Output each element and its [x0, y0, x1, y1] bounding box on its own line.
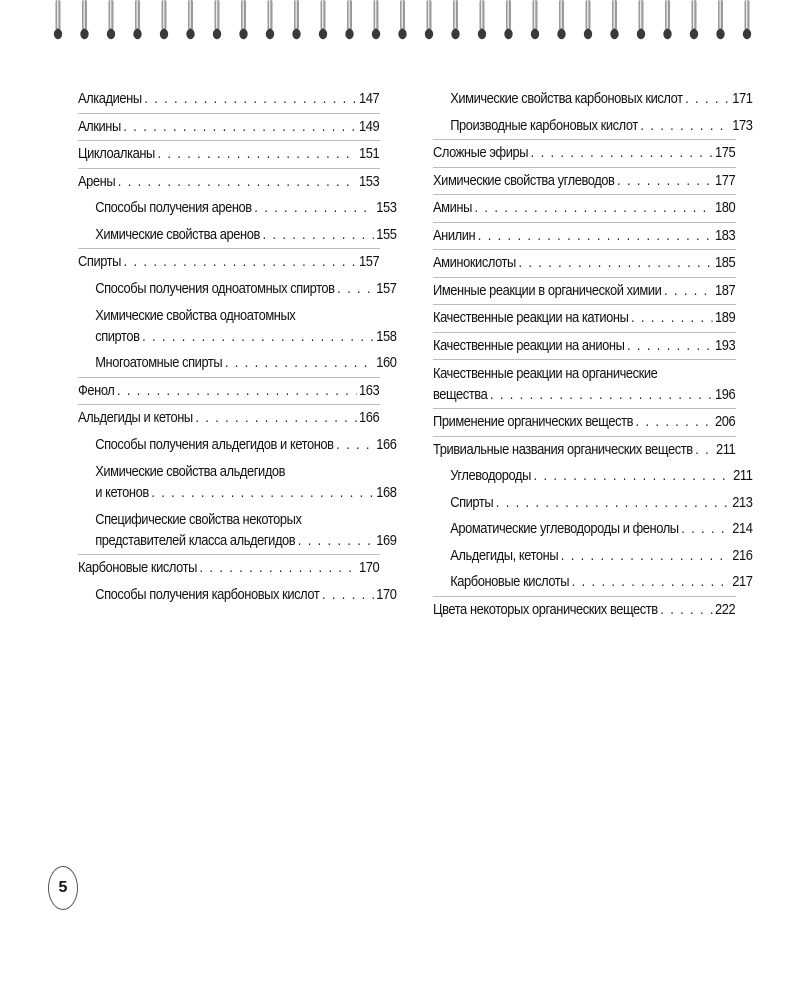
toc-entry[interactable]: [433, 516, 752, 543]
toc-entry-title-cont: представителей класса альдегидов: [95, 532, 296, 549]
toc-entry-page: 157: [359, 253, 380, 270]
toc-entry-title: Именные реакции в органической химии: [433, 281, 662, 299]
toc-entry-title: Цвета некоторых органических веществ: [433, 600, 658, 618]
toc-entry[interactable]: [433, 543, 752, 570]
toc-entry-page: 211: [733, 467, 753, 484]
toc-entry-page: 183: [715, 226, 736, 244]
toc-leader-dots: [496, 490, 730, 517]
toc-entry[interactable]: [78, 506, 396, 530]
spiral-ring-icon: [425, 0, 433, 39]
toc-entry-page: 173: [732, 116, 753, 134]
toc-entry[interactable]: [78, 195, 396, 222]
spiral-ring-icon: [690, 0, 698, 39]
toc-entry-title: Качественные реакции на катионы: [433, 309, 629, 326]
toc-entry-page: 163: [359, 381, 380, 399]
toc-entry-title: Химические свойства карбоновых кислот: [450, 90, 683, 107]
toc-leader-dots: [262, 222, 373, 249]
toc-entry-page: 214: [732, 520, 753, 537]
toc-entry-title-cont: спиртов: [95, 328, 140, 345]
toc-entry-page: 170: [359, 559, 380, 576]
spiral-ring-icon: [160, 0, 168, 39]
spiral-ring-icon: [186, 0, 194, 39]
spiral-ring-icon: [557, 0, 565, 39]
toc-leader-dots: [225, 350, 374, 377]
toc-leader-dots: [322, 582, 374, 609]
toc-leader-dots: [336, 432, 373, 459]
spiral-ring-icon: [478, 0, 486, 39]
spiral-ring-icon: [584, 0, 592, 39]
toc-entry[interactable]: [433, 113, 752, 140]
spiral-ring-icon: [133, 0, 141, 39]
spiral-ring-icon: [292, 0, 300, 39]
toc-entry[interactable]: [78, 432, 396, 459]
toc-leader-dots: [490, 384, 713, 406]
toc-entry-page: 180: [715, 199, 736, 216]
toc-leader-dots: [561, 543, 730, 570]
spiral-binding: [0, 0, 800, 46]
toc-entry[interactable]: [78, 86, 379, 113]
toc-entry[interactable]: [433, 223, 735, 250]
toc-leader-dots: [337, 276, 373, 303]
toc-entry-page: 153: [359, 172, 380, 190]
toc-entry[interactable]: [78, 378, 379, 405]
toc-entry[interactable]: [433, 250, 735, 277]
toc-entry-page: 222: [715, 600, 736, 618]
toc-entry[interactable]: [433, 360, 735, 384]
toc-entry-page: 157: [376, 279, 397, 297]
toc-entry[interactable]: [78, 350, 396, 377]
toc-entry-title: Способы получения альдегидов и кетонов: [95, 435, 334, 453]
toc-entry-page: 175: [715, 144, 736, 161]
toc-entry[interactable]: [433, 278, 735, 305]
toc-leader-dots: [627, 333, 712, 360]
spiral-ring-icon: [213, 0, 221, 39]
toc-entry-title: Арены: [78, 172, 116, 190]
toc-leader-dots: [123, 114, 356, 141]
toc-entry-page: 193: [715, 336, 736, 354]
toc-entry-page: 206: [715, 413, 736, 430]
toc-entry-page: 160: [376, 354, 397, 371]
toc-entry-title: Карбоновые кислоты: [78, 559, 197, 576]
toc-leader-dots: [531, 140, 713, 167]
toc-entry-page: 189: [715, 309, 736, 326]
toc-leader-dots: [200, 555, 357, 582]
toc-entry-page: 217: [732, 573, 753, 590]
toc-entry-title: Циклоалканы: [78, 145, 155, 162]
toc-entry[interactable]: [433, 490, 752, 517]
toc-entry-page: 166: [359, 409, 380, 426]
toc-entry-page: 196: [715, 386, 736, 403]
toc-leader-dots: [640, 113, 729, 140]
toc-entry[interactable]: [433, 437, 735, 464]
toc-entry[interactable]: [433, 305, 735, 332]
toc-entry-title: Алкадиены: [78, 90, 142, 107]
spiral-ring-icon: [80, 0, 88, 39]
toc-leader-dots: [124, 249, 357, 276]
toc-leader-dots: [144, 86, 356, 113]
toc-leader-dots: [636, 409, 713, 436]
toc-entry[interactable]: [78, 276, 396, 303]
spiral-ring-icon: [345, 0, 353, 39]
toc-leader-dots: [518, 250, 712, 277]
toc-leader-dots: [475, 195, 713, 222]
toc-entry-title: Многоатомные спирты: [95, 354, 223, 371]
toc-entry-title: Химические свойства одноатомных: [95, 307, 296, 324]
toc-leader-dots: [664, 278, 712, 305]
toc-entry[interactable]: [433, 333, 735, 360]
toc-entry-continuation[interactable]: [433, 384, 735, 408]
toc-entry[interactable]: [78, 582, 396, 609]
toc-entry-title: Ароматические углеводороды и фенолы: [450, 520, 679, 537]
toc-entry[interactable]: [433, 569, 752, 596]
spiral-ring-icon: [451, 0, 459, 39]
toc-entry-page: 211: [715, 440, 736, 458]
toc-leader-dots: [118, 169, 357, 196]
toc-entry[interactable]: [433, 168, 735, 195]
toc-leader-dots: [157, 141, 356, 168]
toc-leader-dots: [142, 326, 374, 348]
toc-entry-page: 216: [732, 546, 753, 564]
spiral-ring-icon: [663, 0, 671, 39]
toc-entry-title: Способы получения карбоновых кислот: [95, 585, 320, 603]
toc-entry-title: Альдегиды и кетоны: [78, 409, 193, 426]
toc-entry-title: Спирты: [78, 253, 121, 270]
toc-leader-dots: [254, 195, 373, 222]
toc-entry[interactable]: [433, 597, 735, 624]
toc-leader-dots: [117, 378, 356, 405]
toc-leader-dots: [660, 597, 712, 624]
toc-entry[interactable]: [78, 555, 379, 582]
toc-leader-dots: [681, 516, 729, 543]
toc-entry[interactable]: [78, 405, 379, 432]
toc-entry-page: 151: [359, 145, 380, 162]
spiral-ring-icon: [398, 0, 406, 39]
toc-entry[interactable]: [433, 86, 752, 113]
toc-entry[interactable]: [78, 222, 396, 249]
toc-leader-dots: [298, 530, 374, 552]
toc-entry-continuation[interactable]: [78, 530, 396, 554]
toc-entry-title: Амины: [433, 199, 472, 216]
toc-leader-dots: [534, 463, 731, 490]
toc-leader-dots: [478, 223, 713, 250]
toc-entry-title: Фенол: [78, 381, 115, 399]
spiral-ring-icon: [372, 0, 380, 39]
toc-entry[interactable]: [78, 114, 379, 141]
toc-leader-dots: [151, 482, 373, 504]
spiral-ring-icon: [610, 0, 618, 39]
toc-entry[interactable]: [78, 169, 379, 196]
toc-entry-title: Аминокислоты: [433, 254, 516, 271]
spiral-ring-icon: [107, 0, 115, 39]
toc-leader-dots: [617, 168, 712, 195]
toc-left-column: [78, 86, 397, 608]
toc-entry-continuation[interactable]: [78, 326, 396, 350]
toc-entry-title: Производные карбоновых кислот: [450, 116, 638, 134]
spiral-ring-icon: [504, 0, 512, 39]
toc-entry-title: Карбоновые кислоты: [450, 573, 570, 590]
toc-entry-continuation[interactable]: [78, 482, 396, 506]
toc-entry-title: Способы получения аренов: [95, 199, 252, 216]
toc-entry-title: Химические свойства углеводов: [433, 171, 615, 189]
toc-entry-page: 168: [376, 484, 397, 501]
spiral-ring-icon: [266, 0, 274, 39]
toc-entry-page: 149: [359, 117, 380, 135]
toc-entry-page: 158: [376, 328, 397, 345]
spiral-ring-icon: [319, 0, 327, 39]
toc-entry-page: 171: [732, 90, 753, 107]
toc-entry-title-cont: и кетонов: [95, 484, 149, 501]
toc-entry-page: 185: [715, 254, 736, 271]
toc-entry-title-cont: вещества: [433, 386, 488, 403]
toc-entry-page: 170: [376, 585, 397, 603]
toc-entry-title: Тривиальные названия органических веществ: [433, 440, 693, 458]
toc-entry-page: 169: [376, 532, 397, 549]
toc-entry-page: 147: [359, 90, 380, 107]
toc-entry[interactable]: [433, 463, 752, 490]
toc-entry-title: Способы получения одноатомных спиртов: [95, 279, 335, 297]
spiral-ring-icon: [743, 0, 751, 39]
toc-entry-title: Применение органических веществ: [433, 413, 634, 430]
toc-entry-page: 177: [715, 171, 736, 189]
toc-entry-title: Качественные реакции на органические: [433, 365, 658, 382]
toc-entry[interactable]: [78, 141, 379, 168]
toc-entry-title: Химические свойства аренов: [95, 225, 260, 243]
spiral-ring-icon: [239, 0, 247, 39]
toc-entry-title: Специфические свойства некоторых: [95, 511, 302, 528]
toc-leader-dots: [572, 569, 730, 596]
toc-entry-title: Альдегиды, кетоны: [450, 546, 559, 564]
toc-entry[interactable]: [78, 302, 396, 326]
toc-entry[interactable]: [78, 458, 396, 482]
toc-entry-title: Алкины: [78, 117, 121, 135]
spiral-ring-icon: [531, 0, 539, 39]
toc-right-column: [433, 86, 753, 623]
toc-entry-page: 213: [732, 493, 753, 511]
spiral-ring-icon: [716, 0, 724, 39]
toc-entry[interactable]: [433, 140, 735, 167]
toc-leader-dots: [631, 305, 712, 332]
toc-entry-title: Химические свойства альдегидов: [95, 463, 286, 480]
toc-entry-page: 187: [715, 281, 736, 299]
toc-entry-title: Сложные эфиры: [433, 144, 529, 161]
spiral-ring-icon: [54, 0, 62, 39]
toc-entry-page: 166: [376, 435, 397, 453]
toc-entry-title: Спирты: [450, 493, 494, 511]
spiral-ring-icon: [637, 0, 645, 39]
toc-entry-title: Углеводороды: [450, 467, 531, 484]
toc-entry[interactable]: [433, 409, 735, 436]
toc-entry-title: Анилин: [433, 226, 476, 244]
toc-entry[interactable]: [78, 249, 379, 276]
toc-entry-page: 155: [376, 225, 397, 243]
page-number-text: 5: [58, 879, 68, 896]
toc-entry-page: 153: [376, 199, 397, 216]
toc-entry-title: Качественные реакции на анионы: [433, 336, 625, 354]
toc-leader-dots: [685, 86, 730, 113]
page-number: [48, 866, 78, 910]
toc-entry[interactable]: [433, 195, 735, 222]
toc-leader-dots: [695, 437, 713, 464]
toc-leader-dots: [195, 405, 356, 432]
